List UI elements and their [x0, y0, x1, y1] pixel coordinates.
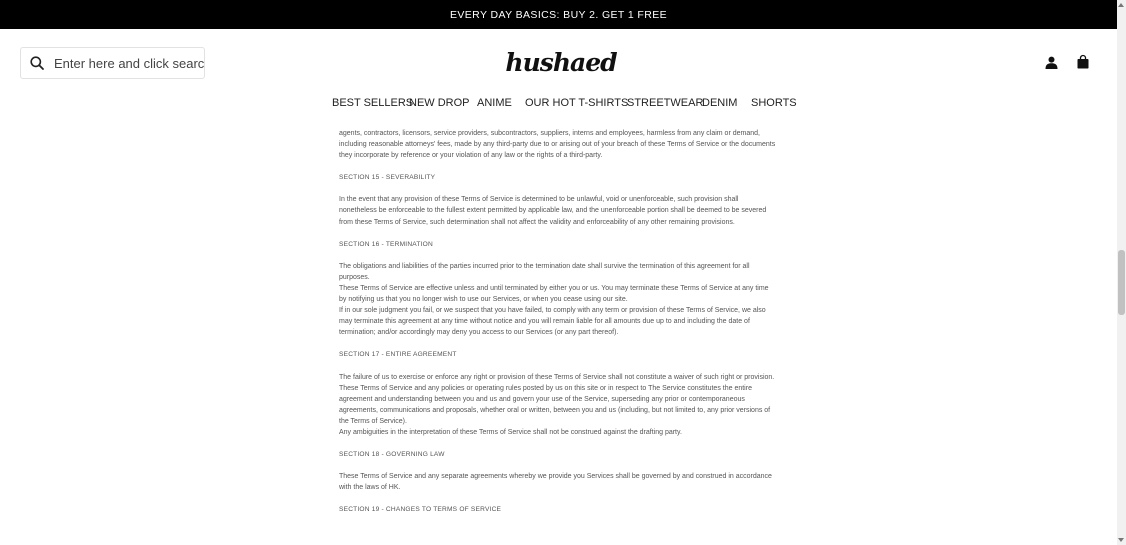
section-17-paragraph-3: Any ambiguities in the interpretation of these Terms of Service shall not be construed against the drafting party. — [339, 428, 682, 436]
nav-item-new-drop[interactable]: NEW DROP — [409, 97, 470, 109]
search-icon[interactable] — [30, 56, 44, 70]
section-16-paragraph-2: These Terms of Service are effective unless and until terminated by either you or us. You may terminate these Terms of Service at any time by notifying us that you no longer wish to use our Services, or when you cease using our site. — [339, 284, 769, 304]
indemnification-paragraph: agents, contractors, licensors, service providers, subcontractors, suppliers, interns and employees, harmless from any claim or demand, including reasonable attorneys' fees, made by any third-party due to or arising out of your breach of these Terms of Service or the documents they incorporate by reference or your violation of any law or the rights of a third-party. — [339, 130, 776, 160]
nav-item-streetwear[interactable]: STREETWEAR — [627, 97, 704, 109]
section-17-heading: SECTION 17 - ENTIRE AGREEMENT — [339, 351, 457, 359]
section-15-paragraph: In the event that any provision of these Terms of Service is determined to be unlawful, void or unenforceable, such provision shall nonetheless be enforceable to the fullest extent permitted by applicable law, and the unenforceable portion shall be deemed to be severed from these Terms of Service, such determination shall not affect the validity and enforceability of any other remaining provisions. — [339, 196, 767, 226]
section-16-paragraph-3: If in our sole judgment you fail, or we suspect that you have failed, to comply with any term or provision of these Terms of Service, we also may terminate this agreement at any time without notice and you will remain liable for all amounts due up to and including the date of termination; and/or accordingly may deny you access to our Services (or any part thereof). — [339, 307, 766, 337]
scroll-down-icon[interactable] — [1118, 538, 1124, 542]
nav-item-anime[interactable]: ANIME — [477, 97, 512, 109]
scroll-thumb[interactable] — [1118, 250, 1125, 315]
announcement-bar — [0, 0, 1117, 29]
user-icon[interactable] — [1045, 56, 1058, 69]
section-18-paragraph: These Terms of Service and any separate agreements whereby we provide you Services shall be governed by and construed in accordance with the laws of HK. — [339, 473, 772, 492]
brand-logo[interactable] — [505, 48, 617, 78]
svg-text:hushaed: hushaed — [505, 48, 617, 77]
section-16-heading: SECTION 16 - TERMINATION — [339, 240, 433, 248]
section-18-heading: SECTION 18 - GOVERNING LAW — [339, 451, 445, 459]
scroll-up-icon[interactable] — [1118, 3, 1124, 7]
search-input[interactable] — [52, 55, 206, 72]
nav-item-shorts[interactable]: SHORTS — [751, 97, 797, 109]
section-15-heading: SECTION 15 - SEVERABILITY — [339, 174, 436, 182]
terms-of-service-content — [339, 128, 777, 526]
section-17-paragraph-2: These Terms of Service and any policies or operating rules posted by us on this site or in respect to The Service constitutes the entire agreement and understanding between you and us and govern your use of the Service, superseding any prior or contemporaneous agreements, communications and proposals, whether oral or written, between you and us (including, but not limited to, any prior versions of the Terms of Service). — [339, 384, 771, 425]
nav-item-best-sellers[interactable]: BEST SELLERS — [332, 97, 414, 109]
shopping-bag-icon[interactable] — [1077, 55, 1089, 69]
section-16-paragraph-1: The obligations and liabilities of the parties incurred prior to the termination date shall survive the termination of this agreement for all purposes. — [339, 262, 750, 281]
nav-item-our-hot-t-shirts[interactable]: OUR HOT T-SHIRTS — [525, 97, 629, 109]
announcement-text: EVERY DAY BASICS: BUY 2. GET 1 FREE — [449, 8, 668, 21]
page-scrollbar[interactable] — [1117, 0, 1126, 545]
search-box[interactable] — [20, 47, 205, 79]
section-19-heading: SECTION 19 - CHANGES TO TERMS OF SERVICE — [339, 506, 502, 514]
nav-item-denim[interactable]: DENIM — [702, 97, 738, 109]
section-17-paragraph-1: The failure of us to exercise or enforce any right or provision of these Terms of Service shall not constitute a waiver of such right or provision. — [339, 373, 775, 381]
